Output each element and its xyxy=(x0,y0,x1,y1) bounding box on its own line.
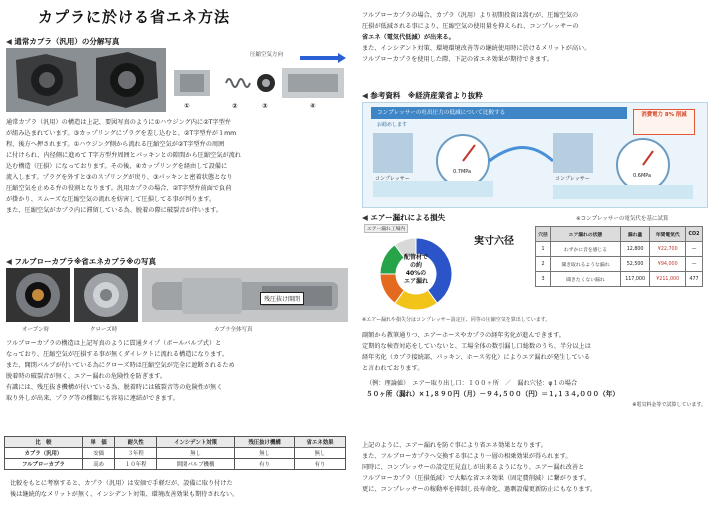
text-line: 経年劣化（カプラ接続部、パッキン、ホース劣化）によりエア漏れが発生している xyxy=(362,354,591,361)
loss-table xyxy=(535,226,703,287)
pie-center-line: 配管材で xyxy=(403,254,428,261)
calc-line-3: ※電気料金等で試算しています。 xyxy=(632,402,706,408)
text-line: 後は継続的なメリットが無く、インシデント対策、環境改善効果も期待されない。 xyxy=(10,491,239,498)
col-header: 比 較 xyxy=(5,437,83,448)
coupler-open-image xyxy=(6,268,70,322)
table-cell: 1 xyxy=(536,242,551,257)
right-compressor-label: コンプレッサー xyxy=(555,176,590,182)
caption-open: オープン時 xyxy=(22,327,50,333)
text-line: 同時に、コンプレッサーの設定圧見直しが出来るようになり、エアー漏れ改善と xyxy=(362,464,585,471)
caption-close: クローズ時 xyxy=(90,327,118,333)
calc-line-1: （例：理論値） エアー取り出し口：１００ヶ所 ／ 漏れ穴径：φ１の場合 xyxy=(366,380,578,387)
pie-center-line: エア漏れ xyxy=(403,278,428,285)
table-cell: 高め xyxy=(82,459,115,470)
body-normal-coupler xyxy=(6,117,350,216)
text-line: 脱着時の破裂音が無く、エアー漏れの危険性を防ぎます。 xyxy=(6,373,167,380)
col-header: インシデント対策 xyxy=(157,437,235,448)
table-cell: — xyxy=(686,242,703,257)
col-header: 年間電気代 xyxy=(650,227,686,242)
pie-center-text xyxy=(386,254,446,286)
text-line: 比較をもとに考察すると、カプラ（汎用）は安価で手軽だが、設備に取り付けた xyxy=(10,480,233,487)
calc-example xyxy=(366,378,706,411)
part-number-4: ④ xyxy=(310,102,316,110)
table-cell: ¥211,000 xyxy=(650,272,686,287)
table-cell: １０年程 xyxy=(115,459,157,470)
page-title: カプラに於ける省エネ方法 xyxy=(38,8,231,26)
table-cell: ３年程 xyxy=(115,448,157,459)
left-column xyxy=(0,0,352,511)
section-loss-label: エアー漏れによる損失 xyxy=(370,213,446,222)
table-cell: 477 xyxy=(686,272,703,287)
text-line: フルブローカプラ（圧損低減）で大幅な省エネ効果（固定費削減）に繋がります。 xyxy=(362,475,591,482)
coupler-rings-image xyxy=(6,48,166,112)
text-line: フルブローカプラを使用した際、下記の省エネ効果が期待できます。 xyxy=(362,56,553,63)
table-cell: 3 xyxy=(536,272,551,287)
text-line: なっており、圧縮空気が圧損する事が無くダイレクトに流れる構造になります。 xyxy=(6,351,229,358)
table-cell: 聞きたくない漏れ xyxy=(551,272,621,287)
table-cell: 2 xyxy=(536,257,551,272)
text-line: また、フルブローカプラへ交換する事により一層の相乗効果が得られます。 xyxy=(362,453,572,460)
section-reference-heading xyxy=(362,90,483,101)
gauge-left-value: 0.7MPa xyxy=(453,169,472,175)
body-fullblow xyxy=(6,338,350,404)
residual-release-label: 残圧抜け開閉 xyxy=(260,292,304,305)
part-number-1: ① xyxy=(184,102,190,110)
text-line: 程、後方へ押されます。①ハウジング側から流れる圧縮空気が②T字型弁の周囲 xyxy=(6,141,225,148)
table-cell: 開閉バルブ機構 xyxy=(157,459,235,470)
part-number-2: ② xyxy=(232,102,238,110)
text-line: 上記のように、エアー漏れを防ぐ事により省エネ効果となります。 xyxy=(362,442,547,449)
table-cell: 安価 xyxy=(82,448,115,459)
section-disassembly-heading xyxy=(6,36,119,47)
body-conclusion xyxy=(362,440,706,495)
body-fullblow-merits xyxy=(362,10,706,65)
col-header: 省エネ効果 xyxy=(295,437,346,448)
coupler-photo-left xyxy=(6,48,166,112)
reference-diagram xyxy=(362,102,708,208)
pie-center-line: の約 xyxy=(409,262,422,269)
col-header: 漏れ量 xyxy=(620,227,650,242)
right-column xyxy=(356,0,711,511)
table-cell: フルブローカプラ xyxy=(5,459,83,470)
table-header-row xyxy=(536,227,703,242)
text-line: 更に、コンプレッサーの稼動率を抑制し長寿命化、過剰設備更新防止にもなります。 xyxy=(362,486,597,493)
calc-line-2: ５０ヶ所（漏れ）×１,８９０円（月）－９４,５００（円）＝１,１３４,０００（年） xyxy=(366,390,619,398)
text-line: 圧損が低減される事により、圧縮空気の使用量を抑えられ、コンプレッサーの xyxy=(362,23,579,30)
body-aging xyxy=(362,330,706,374)
reference-sub: お勧めします xyxy=(377,122,408,128)
flow-direction-label: 圧縮空気方向 xyxy=(250,52,284,58)
arrow-marker-icon: ◀ xyxy=(6,37,12,46)
text-line: に付けられ、内径側に進めて T字方型弁周囲とパッキンとの隙間から圧縮空気が流れ xyxy=(6,152,241,159)
text-line: 込む構造（圧損）になっております。その後、④カップリングを経由して設備に xyxy=(6,163,228,170)
section-fullblow-heading xyxy=(6,256,156,267)
table-cell: 聞き取れるような漏れ xyxy=(551,257,621,272)
body-comparison-conclusion xyxy=(10,478,350,500)
table-cell: 無し xyxy=(157,448,235,459)
text-line: フルブローカプラの構造は上記写真のように貫通タイプ（ボールバルブ式）と xyxy=(6,340,222,347)
col-header: 耐久性 xyxy=(115,437,157,448)
table-cell: ¥22,700 xyxy=(650,242,686,257)
text-line: 圧縮空気を止める弁の役割となります。汎用カプラの場合、②T字型弁前面で負荷 xyxy=(6,185,232,192)
loss-footnote: ※エアー漏れや損失分はコンプレッサー設定圧、同等の圧縮空気を算出しています。 xyxy=(362,317,551,323)
text-line: と言われております。 xyxy=(362,365,424,372)
table-cell: 有り xyxy=(235,459,295,470)
table-row xyxy=(536,257,703,272)
section-reference-label: 参考資料 ※経済産業省より抜粋 xyxy=(370,91,483,100)
table-row xyxy=(536,272,703,287)
photo-open xyxy=(6,268,70,322)
text-line: 省エネ（電気代低減）が出来る。 xyxy=(362,34,455,41)
col-header: 穴径 xyxy=(536,227,551,242)
col-header: エア漏れの状態 xyxy=(551,227,621,242)
section-disassembly-label: 通常カプラ（汎用）の分解写真 xyxy=(14,37,120,46)
left-compressor-label: コンプレッサー xyxy=(375,176,410,182)
table-cell: 有り xyxy=(295,459,346,470)
comparison-table xyxy=(4,436,346,470)
reduction-badge: 消費電力 8% 削減 xyxy=(633,109,695,135)
table-cell: カプラ（汎用） xyxy=(5,448,83,459)
text-line: 定期的な検査対応をしていないと、工場全体の数引漏し口総数のうち、半分以上は xyxy=(362,343,591,350)
arrow-marker-icon: ◀ xyxy=(362,213,368,222)
compressor-gauges-image xyxy=(363,103,707,207)
section-fullblow-label: フルブローカプラ※省エネカプラ※の写真 xyxy=(14,257,157,266)
coupler-photo-parts xyxy=(170,48,348,112)
text-line: また、圧縮空気がカプラ内に滞留している為、脱着の際に破裂音が伴います。 xyxy=(6,207,223,214)
part-number-3: ③ xyxy=(262,102,268,110)
text-line: フルブローカプラの場合、カプラ（汎用）より初期投資は嵩むが、圧縮空気の xyxy=(362,12,579,19)
table-cell: ¥94,000 xyxy=(650,257,686,272)
table-cell: 52,500 xyxy=(620,257,650,272)
text-line: また、開閉バルブが付いている為にクローズ時は圧縮空気が完全に遮断されるため xyxy=(6,362,235,369)
section-loss-heading xyxy=(362,212,445,223)
table-header-row xyxy=(5,437,346,448)
text-line: 通常カプラ（汎用）の構造は上記、要図写真のように①ハウジング内に②T字型弁 xyxy=(6,119,231,126)
pie-title: 実寸六径 xyxy=(474,236,514,247)
pie-center-line: 40%の xyxy=(405,270,427,277)
table-cell: 無し xyxy=(295,448,346,459)
text-line: 副額から教筆通りつ、エアーホースやカプラの経年劣化が進んできます。 xyxy=(362,332,565,339)
col-header: 残圧抜け機構 xyxy=(235,437,295,448)
arrow-marker-icon: ◀ xyxy=(6,257,12,266)
pie-legend-label: エアー漏れ工場内 xyxy=(364,224,408,233)
arrow-marker-icon: ◀ xyxy=(362,91,368,100)
text-line: 流入します。プラグを外すと③のスプリングが戻り、③パッキンと密着状態となり xyxy=(6,174,233,181)
pie-chart-area xyxy=(362,224,532,312)
text-line: 取り外しが出来、プラグ等の種類にも容易に連結ができます。 xyxy=(6,395,179,402)
table-cell: 無し xyxy=(235,448,295,459)
text-line: また、インシデント対策、環境環境改善等の継続使用時に於けるメリットが高い。 xyxy=(362,45,591,52)
table-row xyxy=(5,448,346,459)
reference-banner: コンプレッサーの吐出圧力の低減について比較する xyxy=(371,107,627,119)
text-line: が組み込まれています。③カップリングにプラグを差し込むと、②T字型弁が１mm xyxy=(6,130,237,137)
text-line: 有識には、残圧抜き機構が付いている為、脱着時には破裂音等の危険性が無く xyxy=(6,384,223,391)
loss-note: ※コンプレッサーの電気代を基に試算 xyxy=(576,216,669,222)
table-cell: — xyxy=(686,257,703,272)
photo-close xyxy=(74,268,138,322)
photo-full xyxy=(142,268,348,322)
coupler-full-image xyxy=(142,268,348,322)
coupler-close-image xyxy=(74,268,138,322)
table-cell: わずかに音を感じる xyxy=(551,242,621,257)
col-header: CO2 xyxy=(686,227,703,242)
table-cell: 12,800 xyxy=(620,242,650,257)
gauge-right-value: 0.6MPa xyxy=(633,173,652,179)
col-header: 単 価 xyxy=(82,437,115,448)
table-row xyxy=(536,242,703,257)
table-row xyxy=(5,459,346,470)
text-line: が掛かり、スムーズな圧縮空気の流れを妨害して圧損してる事が判ります。 xyxy=(6,196,216,203)
caption-full: カプラ全体写真 xyxy=(214,327,253,333)
table-cell: 117,000 xyxy=(620,272,650,287)
